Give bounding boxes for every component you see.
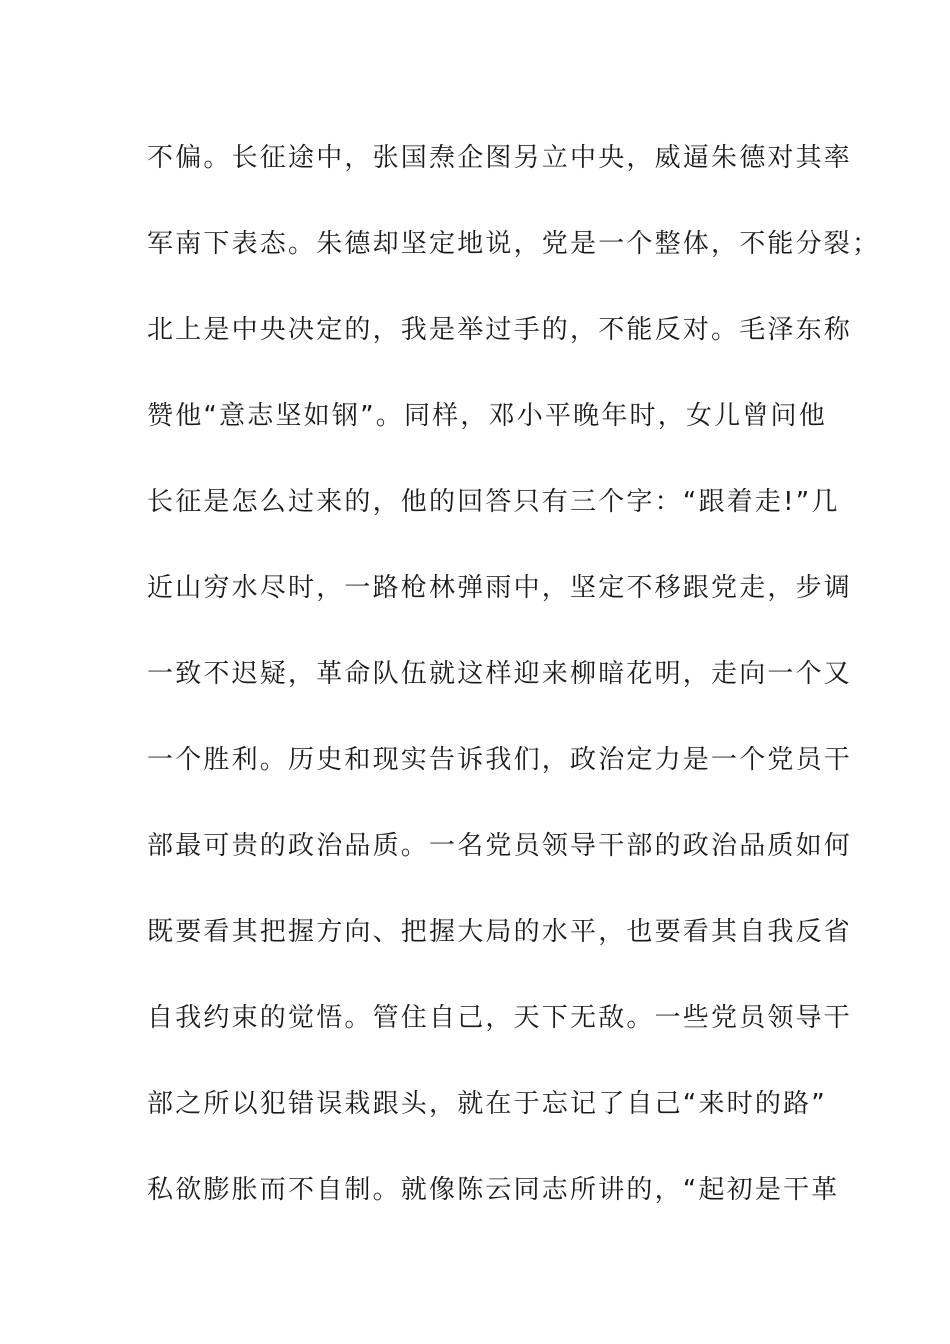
text-line-1: 不偏。长征途中，张国焘企图另立中央，威逼朱德对其率 (147, 143, 853, 173)
text-line-2: 军南下表态。朱德却坚定地说，党是一个整体，不能分裂； (147, 229, 881, 259)
text-line-7: 一致不迟疑，革命队伍就这样迎来柳暗花明，走向一个又 (147, 659, 853, 689)
text-line-4: 赞他“意志坚如钢”。同样，邓小平晚年时，女儿曾问他 (147, 401, 827, 431)
text-line-8: 一个胜利。历史和现实告诉我们，政治定力是一个党员干 (147, 745, 853, 775)
text-line-13: 私欲膨胀而不自制。就像陈云同志所讲的，“起初是干革 (147, 1175, 840, 1205)
text-line-11: 自我约束的觉悟。管住自己，天下无敌。一些党员领导干 (147, 1003, 853, 1033)
text-line-9: 部最可贵的政治品质。一名党员领导干部的政治品质如何 (147, 831, 853, 861)
body-text (147, 137, 881, 1255)
text-line-5: 长征是怎么过来的，他的回答只有三个字：“跟着走!”几 (147, 487, 840, 517)
text-line-3: 北上是中央决定的，我是举过手的，不能反对。毛泽东称 (147, 315, 853, 345)
text-line-6: 近山穷水尽时，一路枪林弹雨中，坚定不移跟党走，步调 (147, 573, 853, 603)
text-line-10: 既要看其把握方向、把握大局的水平，也要看其自我反省 (147, 917, 853, 947)
text-line-12: 部之所以犯错误栽跟头，就在于忘记了自己“来时的路” (147, 1089, 827, 1119)
